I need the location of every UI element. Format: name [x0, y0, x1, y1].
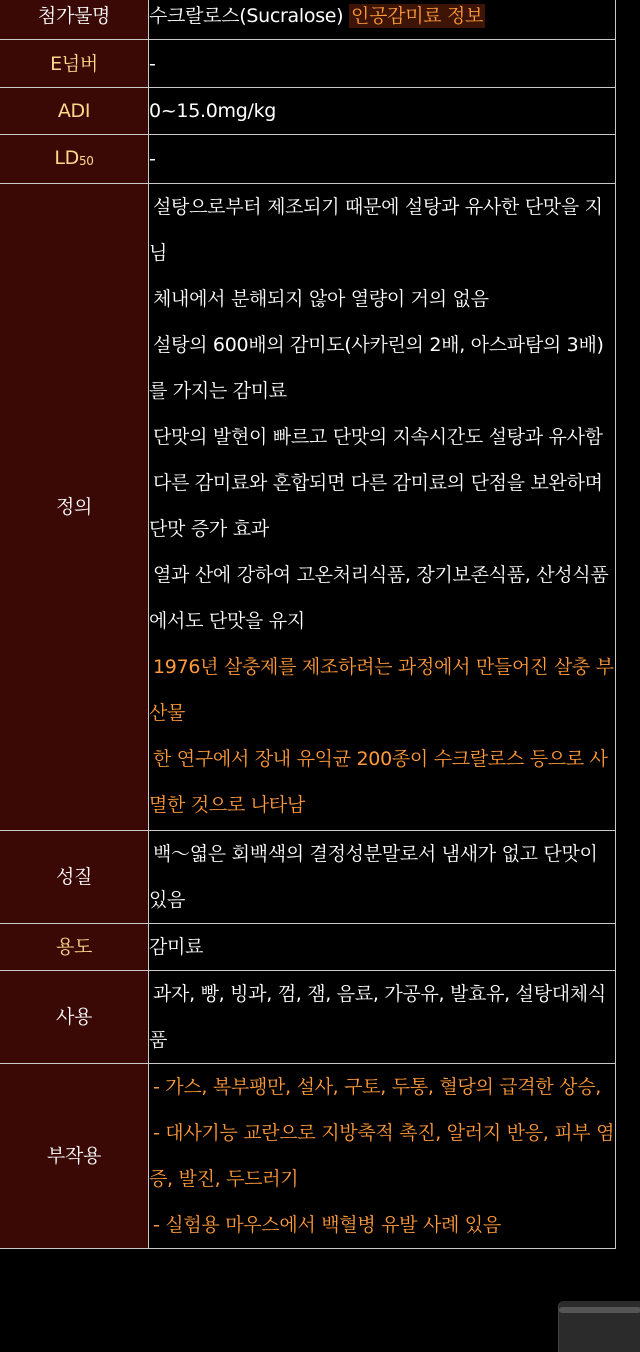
row-label-adi: ADI	[0, 88, 149, 135]
row-value-purpose: 감미료	[149, 924, 616, 971]
row-value-property	[149, 831, 616, 924]
side-effect-item: - 실험용 마우스에서 백혈병 유발 사례 있음	[153, 1214, 501, 1236]
definition-item-highlight: 한 연구에서 장내 유익균 200종이 수크랄로스 등으로 사멸한 것으로 나타남	[149, 748, 608, 816]
definition-item: 설탕의 600배의 감미도(사카린의 2배, 아스파탐의 3배)를 가지는 감미료	[149, 334, 604, 402]
row-label-side-effects: 부작용	[0, 1064, 149, 1249]
row-purpose	[0, 924, 616, 971]
row-label-e-number: E넘버	[0, 40, 149, 88]
side-effect-item: - 가스, 복부팽만, 설사, 구토, 두통, 혈당의 급격한 상승,	[153, 1076, 601, 1098]
definition-item: 열과 산에 강하여 고온처리식품, 장기보존식품, 산성식품에서도 단맛을 유지	[149, 564, 609, 632]
row-side-effects	[0, 1064, 616, 1249]
row-adi	[0, 88, 616, 135]
definition-item-highlight: 1976년 살충제를 제조하려는 과정에서 만들어진 살충 부산물	[149, 656, 614, 724]
row-value-side-effects	[149, 1064, 616, 1249]
row-e-number	[0, 40, 616, 88]
row-label-ld50	[0, 135, 149, 184]
definition-item: 설탕으로부터 제조되기 때문에 설탕과 유사한 단맛을 지님	[149, 196, 603, 264]
row-value-name	[149, 0, 616, 40]
row-definition	[0, 184, 616, 831]
row-label-definition: 정의	[0, 184, 149, 831]
row-value-e-number: -	[149, 40, 616, 88]
row-property	[0, 831, 616, 924]
side-effect-item: - 대사기능 교란으로 지방축적 촉진, 알러지 반응, 피부 염증, 발진, 두드러기	[149, 1122, 615, 1190]
definition-item: 단맛의 발현이 빠르고 단맛의 지속시간도 설탕과 유사함	[153, 426, 603, 448]
row-label-purpose: 용도	[0, 924, 149, 971]
additive-name: 수크랄로스(Sucralose)	[149, 4, 350, 27]
row-value-usage	[149, 971, 616, 1064]
row-value-adi: 0~15.0mg/kg	[149, 88, 616, 135]
row-label-name: 첨가물명	[0, 0, 149, 40]
definition-item: 체내에서 분해되지 않아 열량이 거의 없음	[153, 288, 489, 310]
row-ld50	[0, 135, 616, 184]
scrollbar-thumb[interactable]	[558, 1301, 640, 1352]
property-text: 백～엷은 회백색의 결정성분말로서 냄새가 없고 단맛이 있음	[149, 843, 598, 911]
definition-item: 다른 감미료와 혼합되면 다른 감미료의 단점을 보완하며 단맛 증가 효과	[149, 472, 603, 540]
row-value-definition	[149, 184, 616, 831]
row-label-property: 성질	[0, 831, 149, 924]
ld-subscript: 50	[78, 154, 94, 168]
row-usage	[0, 971, 616, 1064]
ld-label: LD	[54, 147, 79, 169]
row-name	[0, 0, 616, 40]
usage-text: 과자, 빵, 빙과, 껌, 잼, 음료, 가공유, 발효유, 설탕대체식품	[149, 983, 606, 1051]
row-value-ld50: -	[149, 135, 616, 184]
row-label-usage: 사용	[0, 971, 149, 1064]
highlighted-title: 인공감미료 정보	[351, 4, 484, 27]
